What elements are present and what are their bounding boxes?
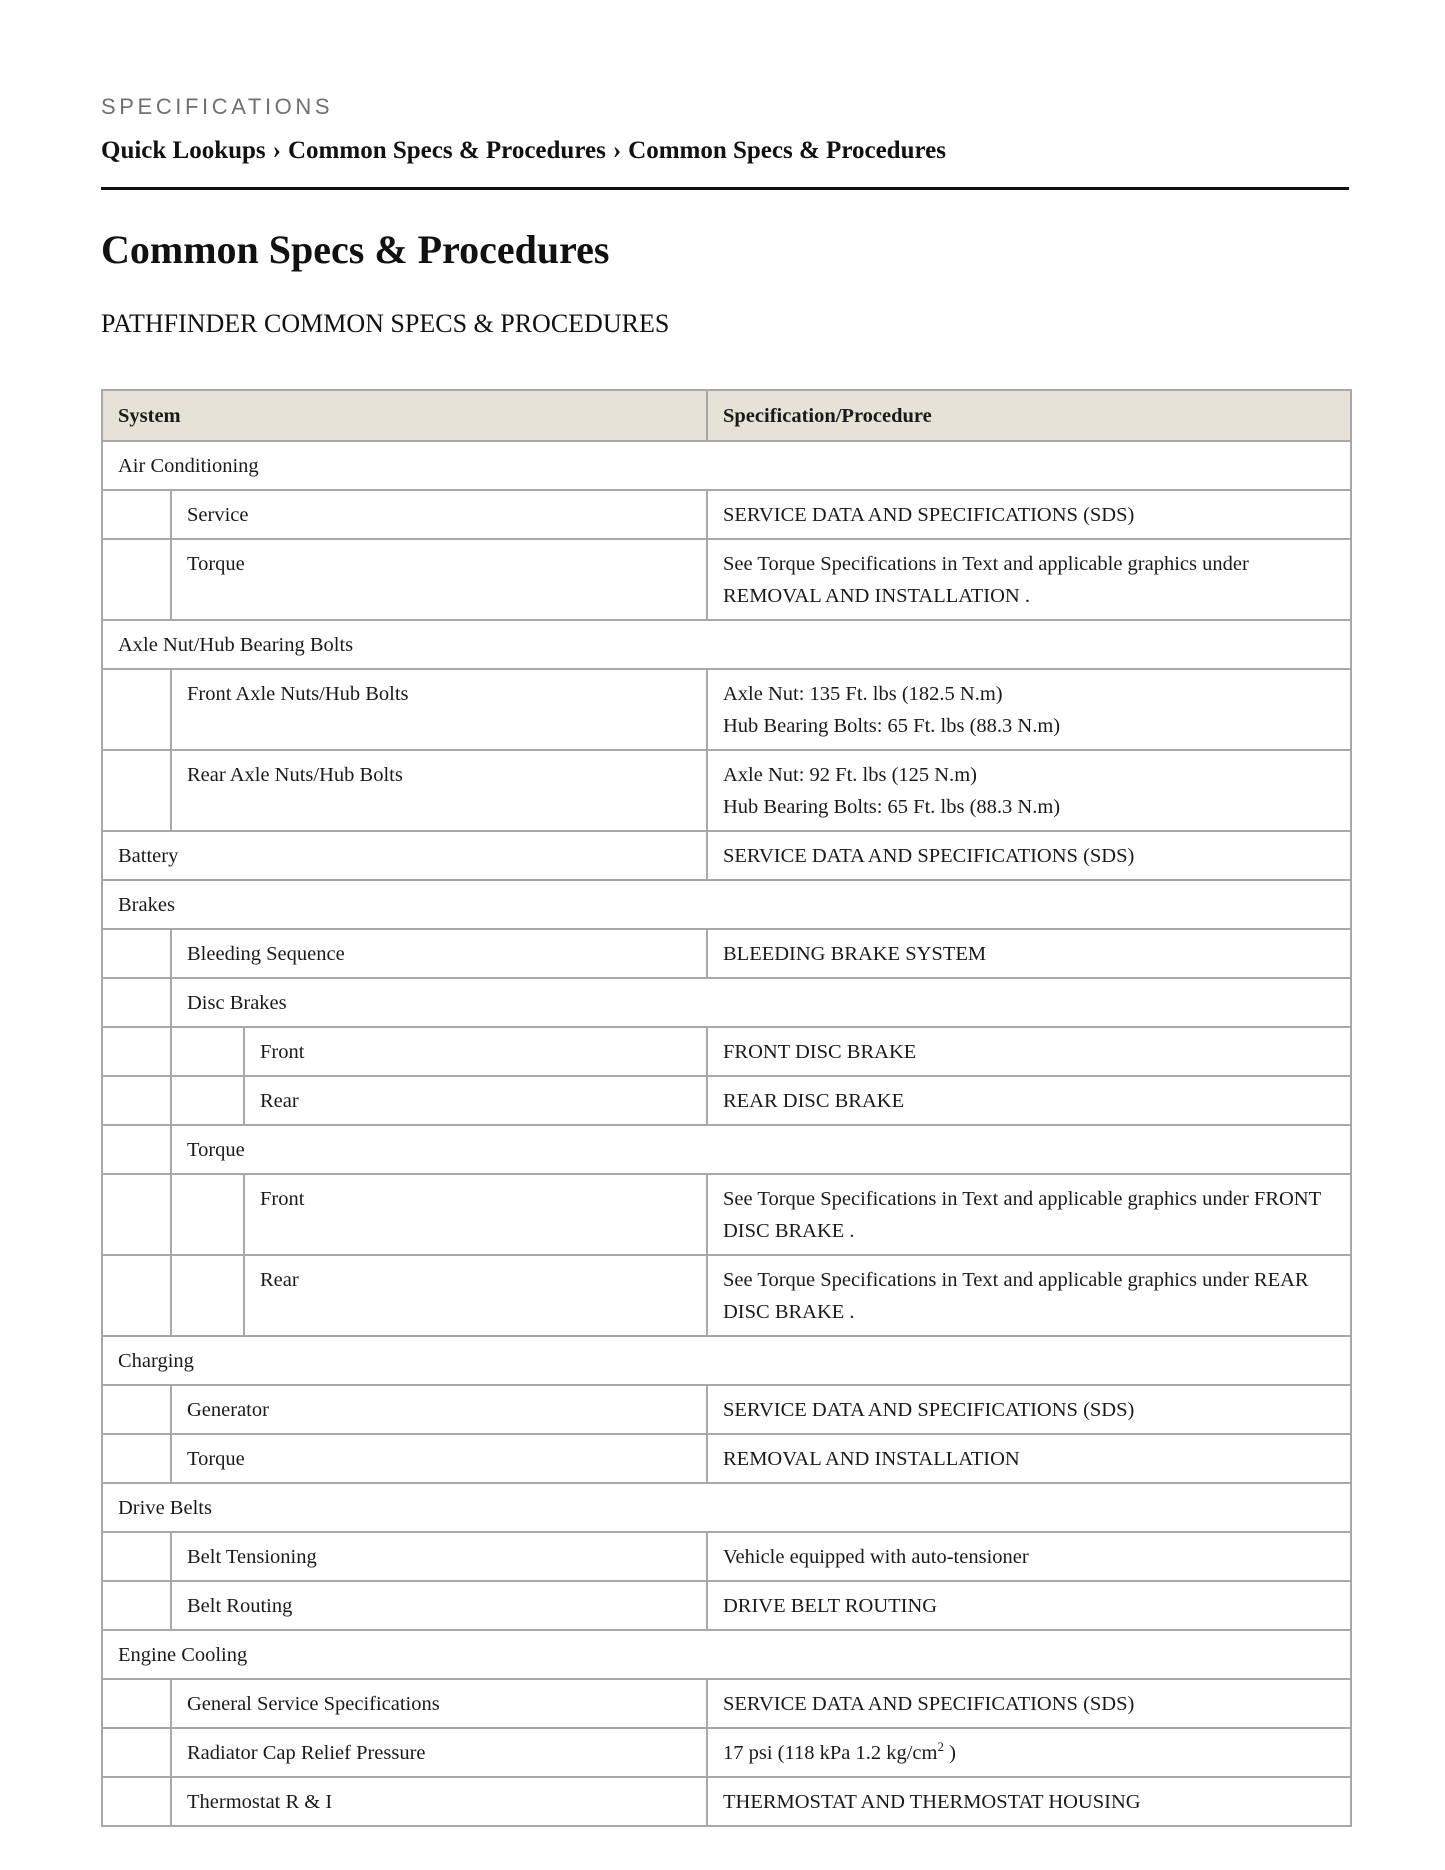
table-row [102, 669, 1351, 750]
indent-cell [171, 1027, 244, 1076]
table-row [102, 1777, 1351, 1826]
system-cell: Radiator Cap Relief Pressure [171, 1728, 707, 1777]
system-cell: Belt Tensioning [171, 1532, 707, 1581]
system-cell: Thermostat R & I [171, 1777, 707, 1826]
table-header-row [102, 390, 1351, 441]
spec-line: Axle Nut: 135 Ft. lbs (182.5 N.m) [723, 683, 1003, 705]
table-row [102, 880, 1351, 929]
spec-cell: FRONT DISC BRAKE [707, 1027, 1351, 1076]
system-cell: Axle Nut/Hub Bearing Bolts [102, 620, 1351, 669]
system-cell: Brakes [102, 880, 1351, 929]
table-row [102, 1174, 1351, 1255]
indent-cell [102, 1255, 171, 1336]
table-row [102, 929, 1351, 978]
breadcrumb-item-common-specs[interactable]: Common Specs & Procedures [288, 137, 606, 164]
indent-cell [171, 1174, 244, 1255]
table-row [102, 1581, 1351, 1630]
system-cell: Front [244, 1027, 707, 1076]
spec-cell: See Torque Specifications in Text and applicable graphics under REAR DISC BRAKE . [707, 1255, 1351, 1336]
table-row [102, 1336, 1351, 1385]
table-row [102, 1076, 1351, 1125]
header-divider [101, 187, 1349, 190]
spec-line: Hub Bearing Bolts: 65 Ft. lbs (88.3 N.m) [723, 715, 1061, 737]
system-cell: Charging [102, 1336, 1351, 1385]
spec-cell: Vehicle equipped with auto-tensioner [707, 1532, 1351, 1581]
system-cell: Battery [102, 831, 707, 880]
system-cell: Rear [244, 1076, 707, 1125]
table-row [102, 1434, 1351, 1483]
spec-superscript: 2 [937, 1739, 944, 1755]
table-row [102, 1728, 1351, 1777]
spec-cell: SERVICE DATA AND SPECIFICATIONS (SDS) [707, 1385, 1351, 1434]
system-cell: Belt Routing [171, 1581, 707, 1630]
system-cell: Service [171, 490, 707, 539]
spec-cell: REAR DISC BRAKE [707, 1076, 1351, 1125]
indent-cell [102, 1434, 171, 1483]
table-row [102, 1125, 1351, 1174]
table-row [102, 1532, 1351, 1581]
system-cell: Air Conditioning [102, 441, 1351, 490]
spec-cell: REMOVAL AND INSTALLATION [707, 1434, 1351, 1483]
table-row [102, 620, 1351, 669]
indent-cell [102, 1174, 171, 1255]
spec-text-end: ) [943, 1742, 956, 1764]
spec-cell: SERVICE DATA AND SPECIFICATIONS (SDS) [707, 831, 1351, 880]
spec-cell: BLEEDING BRAKE SYSTEM [707, 929, 1351, 978]
system-cell: General Service Specifications [171, 1679, 707, 1728]
indent-cell [102, 669, 171, 750]
table-row [102, 1630, 1351, 1679]
table-row [102, 750, 1351, 831]
system-cell: Generator [171, 1385, 707, 1434]
spec-cell: See Torque Specifications in Text and applicable graphics under FRONT DISC BRAKE . [707, 1174, 1351, 1255]
indent-cell [102, 490, 171, 539]
system-cell: Bleeding Sequence [171, 929, 707, 978]
indent-cell [102, 1385, 171, 1434]
column-header-spec: Specification/Procedure [707, 390, 1351, 441]
table-row [102, 441, 1351, 490]
table-row [102, 1483, 1351, 1532]
indent-cell [102, 1125, 171, 1174]
spec-line: Hub Bearing Bolts: 65 Ft. lbs (88.3 N.m) [723, 796, 1061, 818]
column-header-system: System [102, 390, 707, 441]
system-cell: Engine Cooling [102, 1630, 1351, 1679]
table-row [102, 831, 1351, 880]
spec-cell: DRIVE BELT ROUTING [707, 1581, 1351, 1630]
system-cell: Rear Axle Nuts/Hub Bolts [171, 750, 707, 831]
table-row [102, 1027, 1351, 1076]
system-cell: Drive Belts [102, 1483, 1351, 1532]
system-cell: Torque [171, 1434, 707, 1483]
indent-cell [171, 1076, 244, 1125]
indent-cell [102, 750, 171, 831]
spec-cell [707, 1728, 1351, 1777]
section-eyebrow: SPECIFICATIONS [101, 94, 334, 119]
specs-table [101, 389, 1352, 1827]
indent-cell [102, 929, 171, 978]
indent-cell [102, 1027, 171, 1076]
breadcrumb-separator: › [272, 137, 281, 164]
system-cell: Front [244, 1174, 707, 1255]
indent-cell [102, 978, 171, 1027]
indent-cell [171, 1255, 244, 1336]
breadcrumb-item-current: Common Specs & Procedures [628, 137, 946, 164]
breadcrumb-item-quick-lookups[interactable]: Quick Lookups [101, 137, 266, 164]
page-title: Common Specs & Procedures [101, 227, 610, 272]
indent-cell [102, 1532, 171, 1581]
specs-table-body [102, 441, 1351, 1826]
table-row [102, 1385, 1351, 1434]
system-cell: Disc Brakes [171, 978, 1351, 1027]
spec-cell [707, 669, 1351, 750]
indent-cell [102, 1728, 171, 1777]
spec-cell [707, 750, 1351, 831]
system-cell: Front Axle Nuts/Hub Bolts [171, 669, 707, 750]
table-row [102, 490, 1351, 539]
system-cell: Rear [244, 1255, 707, 1336]
indent-cell [102, 1581, 171, 1630]
page-subtitle: PATHFINDER COMMON SPECS & PROCEDURES [101, 309, 670, 338]
breadcrumb-separator: › [612, 137, 622, 164]
table-row [102, 1679, 1351, 1728]
spec-cell: SERVICE DATA AND SPECIFICATIONS (SDS) [707, 490, 1351, 539]
indent-cell [102, 1076, 171, 1125]
spec-line: Axle Nut: 92 Ft. lbs (125 N.m) [723, 764, 977, 786]
table-row [102, 1255, 1351, 1336]
spec-cell: See Torque Specifications in Text and applicable graphics under REMOVAL AND INSTALLATION . [707, 539, 1351, 620]
spec-text: 17 psi (118 kPa 1.2 kg/cm [723, 1742, 938, 1764]
spec-cell: THERMOSTAT AND THERMOSTAT HOUSING [707, 1777, 1351, 1826]
indent-cell [102, 1777, 171, 1826]
indent-cell [102, 1679, 171, 1728]
breadcrumb [101, 137, 1349, 165]
spec-cell: SERVICE DATA AND SPECIFICATIONS (SDS) [707, 1679, 1351, 1728]
system-cell: Torque [171, 539, 707, 620]
table-row [102, 539, 1351, 620]
system-cell: Torque [171, 1125, 1351, 1174]
table-row [102, 978, 1351, 1027]
indent-cell [102, 539, 171, 620]
